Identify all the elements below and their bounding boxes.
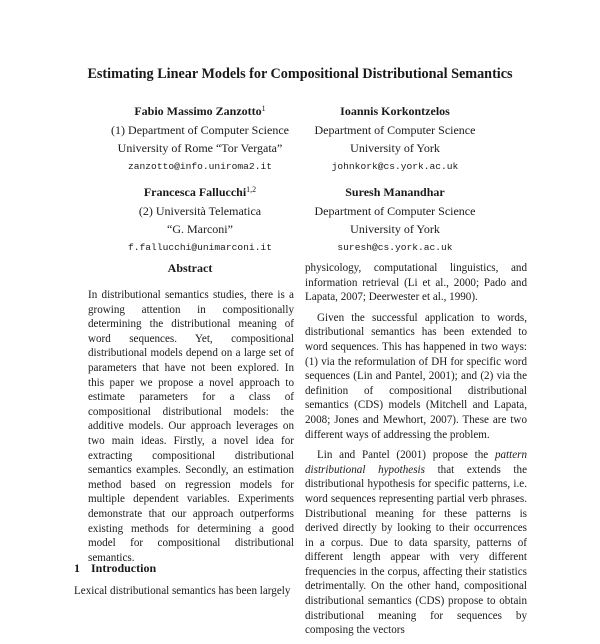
author-block-2 [260, 102, 530, 176]
author-email: f.fallucchi@unimarconi.it [128, 241, 272, 253]
paragraph: Given the successful application to words, distributional semantics has been extended to word sequences. This has happened in two ways: (1) via the reformulation of DH for specific word sequences (Lin and Pantel, 2001); and (2) via the definition of compositional distributional semantics (CDS) models (Mitchell and Lapata, 2008; Jones and Mewhort, 2007). These are two different ways of addressing the problem. [305, 311, 527, 441]
author-affiliation: “G. Marconi” [167, 222, 233, 236]
author-email: zanzotto@info.uniroma2.it [128, 160, 272, 172]
author-affiliation: Department of Computer Science [314, 203, 476, 218]
author-affiliation: (2) Università Telematica [138, 203, 262, 218]
paper-title: Estimating Linear Models for Compositional Distributional Semantics [87, 66, 513, 82]
author-affiliation: University of York [350, 141, 440, 155]
paragraph: physicology, computational linguistics, and information retrieval (Li et al., 2000; Pado and Lapata, 2007; Deerwester et al., 1990). [305, 262, 527, 304]
author-affiliation: University of York [350, 222, 440, 236]
abstract-text: In distributional semantics studies, there is a growing attention in compositionally determining the distributional meaning of word sequences. Yet, compositional distributional models depend on a large set of parameters that have not been explored. In this paper we propose a novel approach to estimate parameters for a class of compositional distributional models: the additive models. Our approach leverages on two main ideas. Firstly, a novel idea for extracting compositional distributional semantics examples. Secondly, an estimation method based on regression models for multiple dependent variables. Experiments demonstrate that our approach outperforms existing methods for determining a good model for compositional distributional semantics. [88, 289, 294, 564]
author-superscript: 1 [261, 104, 266, 113]
author-name: Francesca Fallucchi [143, 185, 247, 199]
right-column [305, 261, 527, 644]
paragraph [305, 448, 527, 638]
author-affiliation: (1) Department of Computer Science [111, 122, 289, 137]
author-name: Fabio Massimo Zanzotto [134, 104, 262, 118]
author-affiliation: Department of Computer Science [314, 122, 476, 137]
paragraph-text: that extends the distributional hypothesis for specific patterns, i.e. word sequences representing partial verb phrases. Distributional meaning for these patterns is derived directly by looking to their occurrences in a corpus. Due to data sparsity, patterns of different length appear with very different frequencies in the corpus, affecting their statistics detrimentally. On the other hand, compositional distributional semantics (CDS) propose to obtain distributional meaning for sequences by composing the vectors [305, 463, 527, 637]
paragraph-text: Lin and Pantel (2001) propose the [317, 449, 495, 462]
section-title: Introduction [91, 561, 157, 575]
author-email: suresh@cs.york.ac.uk [337, 241, 453, 253]
introduction-text: Lexical distributional semantics has been largely [74, 585, 291, 597]
emphasized-term: pattern distributional hypothesis [305, 449, 527, 476]
author-name: Ioannis Korkontzelos [340, 104, 450, 118]
section-number: 1 [74, 561, 80, 575]
section-heading-introduction [74, 561, 294, 576]
author-block-4 [260, 183, 530, 257]
author-email: johnkork@cs.york.ac.uk [331, 160, 459, 172]
author-affiliation: University of Rome “Tor Vergata” [117, 141, 283, 155]
author-name: Suresh Manandhar [345, 185, 445, 199]
author-superscript: 1,2 [246, 185, 257, 194]
abstract-heading: Abstract [167, 261, 213, 275]
